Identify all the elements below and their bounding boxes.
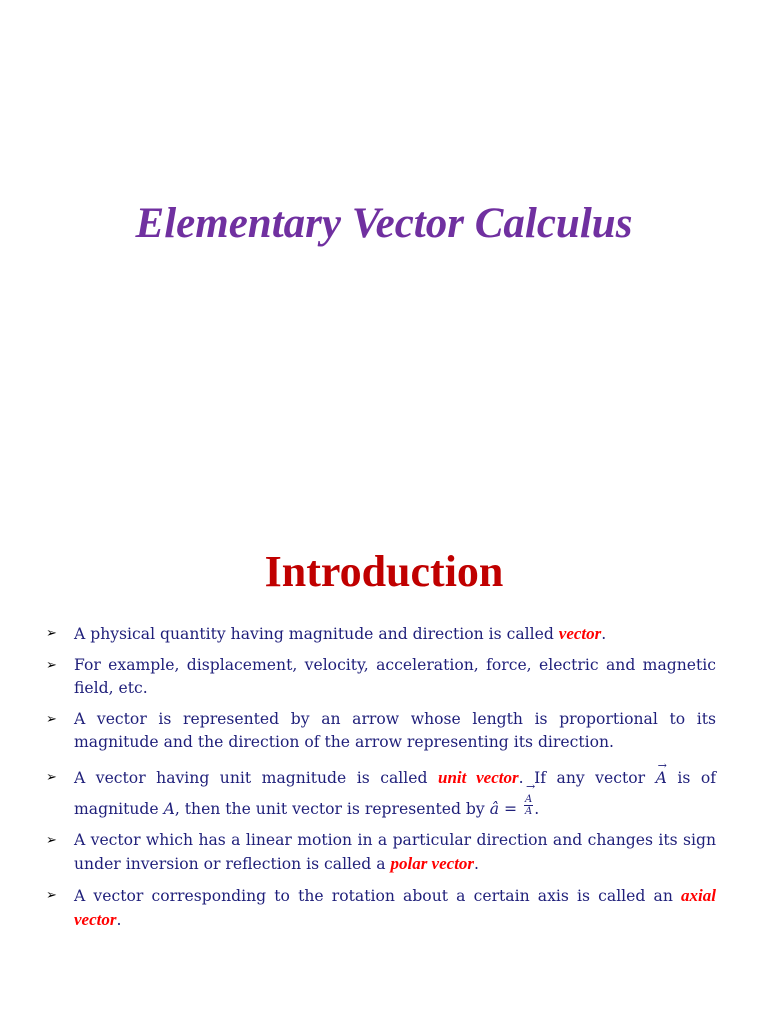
bullet-text-end: . (534, 799, 540, 818)
bullet-text: A vector corresponding to the rotation about a certain axis is called an (74, 886, 682, 905)
bullet-item-vector-definition (46, 622, 716, 647)
slide-title: Elementary Vector Calculus (135, 200, 633, 247)
bullet-item-polar-vector (46, 829, 716, 877)
term-polar-vector: polar vector (390, 854, 475, 873)
fraction-denominator: A (524, 806, 533, 817)
bullet-item-representation (46, 708, 716, 755)
term-unit-vector: unit vector (437, 767, 519, 787)
fraction-numerator: → A (524, 794, 533, 806)
arrowhead-bullet-icon: ➢ (46, 657, 57, 673)
bullet-text: , then the unit vector is represented by (174, 799, 490, 818)
section-heading: Introduction (264, 547, 504, 596)
bullet-text-end: . (116, 911, 122, 929)
bullet-text: . If any vector (518, 768, 656, 787)
bullet-text: A vector having unit magnitude is called (74, 768, 438, 787)
unit-vector-symbol: â (489, 799, 499, 818)
vector-a-symbol: → A (656, 763, 667, 794)
term-axial-vector: axial vector (74, 885, 716, 929)
bullet-text: A physical quantity having magnitude and direction is called (74, 625, 559, 643)
bullet-item-examples (46, 654, 716, 701)
bullet-text: A vector which has a linear motion in a particular direction and changes its sign under inversion or reflection is called a (74, 830, 716, 873)
bullet-item-unit-vector (46, 762, 716, 825)
bullet-text: A vector is represented by an arrow whose length is proportional to its magnitude and the direction of the arrow representing its direction. (74, 709, 716, 751)
unit-vector-fraction (524, 794, 533, 817)
arrowhead-bullet-icon: ➢ (46, 769, 57, 785)
term-vector: vector (558, 624, 602, 643)
equals-sign: = (498, 799, 522, 818)
bullet-text: For example, displacement, velocity, acceleration, force, electric and magnetic field, etc. (74, 655, 716, 697)
bullet-text-end: . (601, 625, 607, 643)
bullet-text: is of magnitude (74, 768, 716, 818)
arrowhead-bullet-icon: ➢ (46, 711, 57, 727)
arrowhead-bullet-icon: ➢ (46, 887, 57, 903)
magnitude-a-symbol: A (163, 799, 175, 818)
bullet-list (46, 622, 716, 940)
arrowhead-bullet-icon: ➢ (46, 832, 57, 848)
bullet-text-end: . (474, 855, 480, 873)
bullet-item-axial-vector (46, 884, 716, 933)
arrowhead-bullet-icon: ➢ (46, 626, 57, 641)
